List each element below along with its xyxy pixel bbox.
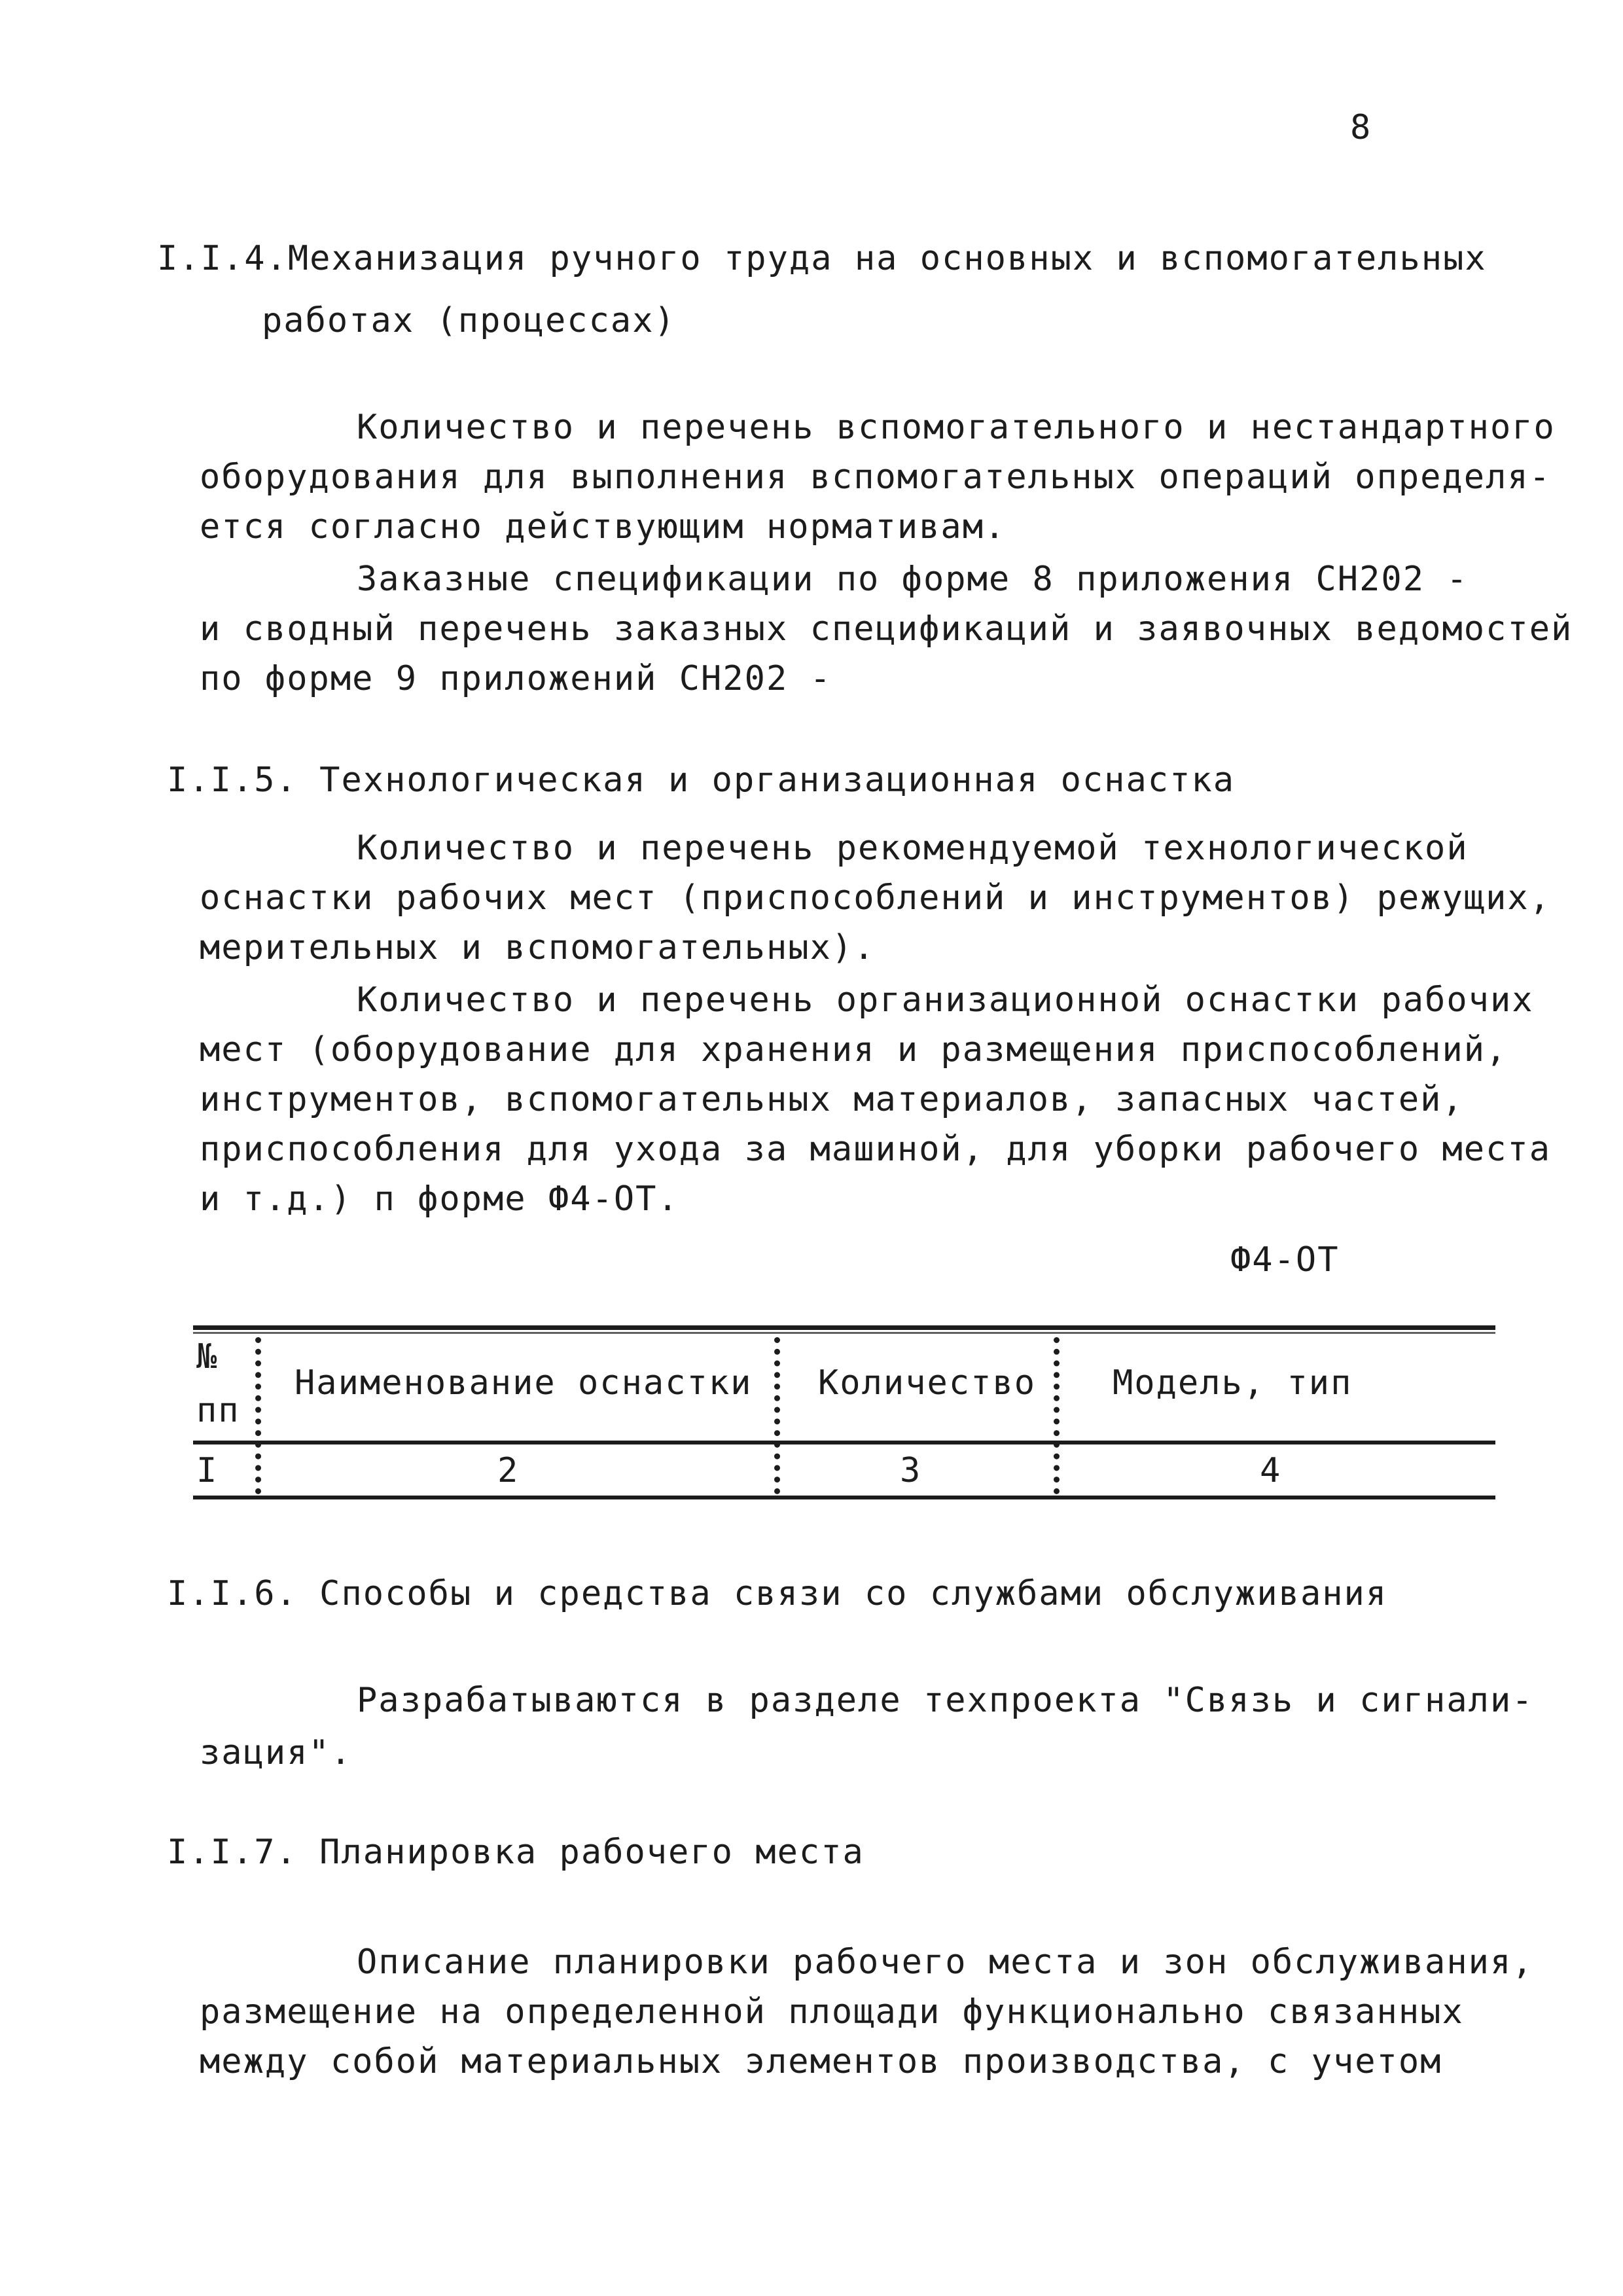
equipment-table	[193, 1325, 1495, 1502]
table-bottom-rule	[193, 1496, 1495, 1499]
paragraph-line: Разрабатываются в разделе техпроекта "Связь и сигнали-	[357, 1681, 1534, 1720]
paragraph-line: размещение на определенной площади функционально связанных	[200, 1992, 1464, 2032]
section-heading-1-1-6: I.I.6. Способы и средства связи со службами обслуживания	[167, 1574, 1388, 1613]
paragraph-line: Количество и перечень вспомогательного и нестандартного	[357, 408, 1556, 447]
paragraph-line: по форме 9 приложений СН202 -	[200, 659, 832, 698]
paragraph-line: мест (оборудование для хранения и размещения приспособлений,	[200, 1030, 1508, 1069]
paragraph-line: ется согласно действующим нормативам.	[200, 507, 1007, 547]
page-number: 8	[1350, 108, 1371, 147]
table-header-rule	[193, 1441, 1495, 1444]
paragraph-line: Описание планировки рабочего места и зон обслуживания,	[357, 1943, 1534, 1982]
section-heading-1-1-4-cont: работах (процессах)	[262, 301, 676, 340]
paragraph-line: между собой материальных элементов производства, с учетом	[200, 2042, 1442, 2081]
header-number-pp: пп	[196, 1391, 240, 1430]
column-separator	[255, 1337, 261, 1494]
paragraph-line: и т.д.) п форме Ф4-ОТ.	[200, 1179, 679, 1219]
paragraph-line: Количество и перечень организационной оснастки рабочих	[357, 980, 1534, 1020]
form-label: Ф4-ОТ	[1230, 1240, 1340, 1280]
header-name: Наименование оснастки	[294, 1363, 753, 1403]
paragraph-line: оснастки рабочих мест (приспособлений и инструментов) режущих,	[200, 878, 1552, 918]
paragraph-line: зация".	[200, 1733, 353, 1772]
table-cell: 2	[497, 1451, 520, 1490]
table-cell: 3	[900, 1451, 922, 1490]
paragraph-line: мерительных и вспомогательных).	[200, 928, 876, 967]
column-separator	[774, 1337, 780, 1494]
paragraph-line: оборудования для выполнения вспомогательных операций определя-	[200, 457, 1552, 497]
header-number: №	[196, 1337, 219, 1376]
table-cell: 4	[1260, 1451, 1282, 1490]
header-quantity: Количество	[818, 1363, 1037, 1403]
section-heading-1-1-7: I.I.7. Планировка рабочего места	[167, 1833, 865, 1872]
column-separator	[1054, 1337, 1060, 1494]
table-top-rule	[193, 1325, 1495, 1330]
section-heading-1-1-4: I.I.4.Механизация ручного труда на основных и вспомогательных	[157, 239, 1487, 278]
paragraph-line: Заказные спецификации по форме 8 приложения СН202 -	[357, 560, 1469, 599]
table-top-rule-thin	[193, 1332, 1495, 1334]
table-cell: I	[196, 1451, 219, 1490]
header-model: Модель, тип	[1113, 1363, 1353, 1403]
paragraph-line: Количество и перечень рекомендуемой технологической	[357, 829, 1469, 868]
paragraph-line: инструментов, вспомогательных материалов, запасных частей,	[200, 1080, 1464, 1119]
paragraph-line: и сводный перечень заказных спецификаций и заявочных ведомостей	[200, 609, 1573, 649]
paragraph-line: приспособления для ухода за машиной, для уборки рабочего места	[200, 1130, 1552, 1169]
section-heading-1-1-5: I.I.5. Технологическая и организационная оснастка	[167, 761, 1236, 800]
